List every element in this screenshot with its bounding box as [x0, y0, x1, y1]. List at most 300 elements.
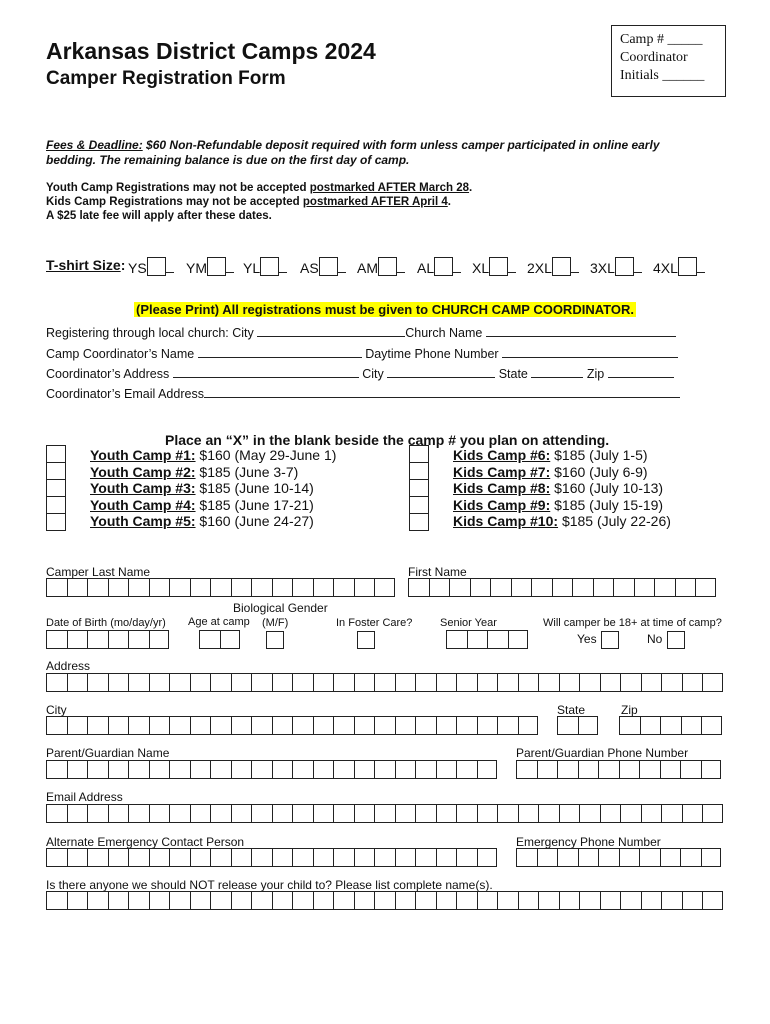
grid-cell[interactable] [518, 716, 539, 735]
grid-cell[interactable] [415, 716, 436, 735]
grid-cell[interactable] [537, 760, 558, 779]
grid-cell[interactable] [108, 673, 129, 692]
grid-cell[interactable] [354, 891, 375, 910]
grid-cell[interactable] [579, 673, 600, 692]
grid-cell[interactable] [231, 804, 252, 823]
grid-cell[interactable] [149, 760, 170, 779]
grid-cell[interactable] [639, 760, 660, 779]
grid-cell[interactable] [600, 891, 621, 910]
grid-cell[interactable] [313, 673, 334, 692]
alt-contact-grid[interactable] [46, 848, 497, 867]
grid-cell[interactable] [333, 848, 354, 867]
grid-cell[interactable] [639, 848, 660, 867]
tshirt-size-box[interactable] [319, 257, 338, 276]
grid-cell[interactable] [557, 760, 578, 779]
grid-cell[interactable] [46, 848, 67, 867]
grid-cell[interactable] [701, 848, 722, 867]
grid-cell[interactable] [108, 848, 129, 867]
tshirt-size-box[interactable] [260, 257, 279, 276]
grid-cell[interactable] [511, 578, 532, 597]
grid-cell[interactable] [272, 804, 293, 823]
grid-cell[interactable] [559, 891, 580, 910]
tshirt-size-2xl[interactable] [527, 257, 579, 276]
grid-cell[interactable] [508, 630, 529, 649]
grid-cell[interactable] [210, 716, 231, 735]
grid-cell[interactable] [477, 760, 498, 779]
grid-cell[interactable] [374, 578, 395, 597]
tshirt-size-ym[interactable] [186, 257, 234, 276]
grid-cell[interactable] [660, 716, 681, 735]
tshirt-size-xl[interactable] [472, 257, 516, 276]
grid-cell[interactable] [600, 804, 621, 823]
grid-cell[interactable] [128, 673, 149, 692]
grid-cell[interactable] [354, 848, 375, 867]
email-grid[interactable] [46, 804, 723, 823]
grid-cell[interactable] [415, 673, 436, 692]
grid-cell[interactable] [531, 578, 552, 597]
grid-cell[interactable] [46, 716, 67, 735]
grid-cell[interactable] [190, 848, 211, 867]
coordinator-state-field[interactable] [531, 365, 583, 378]
coordinator-city-field[interactable] [387, 365, 495, 378]
grid-cell[interactable] [190, 578, 211, 597]
grid-cell[interactable] [477, 673, 498, 692]
grid-cell[interactable] [661, 804, 682, 823]
coordinator-email-field[interactable] [204, 385, 680, 398]
grid-cell[interactable] [272, 716, 293, 735]
coordinator-address-row [46, 365, 674, 381]
tshirt-size-am[interactable] [357, 257, 405, 276]
grid-cell[interactable] [128, 578, 149, 597]
grid-cell[interactable] [67, 630, 88, 649]
grid-cell[interactable] [477, 804, 498, 823]
grid-cell[interactable] [251, 891, 272, 910]
grid-cell[interactable] [128, 716, 149, 735]
grid-cell[interactable] [149, 716, 170, 735]
grid-cell[interactable] [292, 716, 313, 735]
grid-cell[interactable] [190, 760, 211, 779]
grid-cell[interactable] [497, 804, 518, 823]
grid-cell[interactable] [169, 848, 190, 867]
grid-cell[interactable] [579, 891, 600, 910]
grid-cell[interactable] [374, 804, 395, 823]
grid-cell[interactable] [675, 578, 696, 597]
tshirt-size-ys[interactable] [128, 257, 174, 276]
daytime-phone-field[interactable] [502, 345, 678, 358]
grid-cell[interactable] [231, 578, 252, 597]
grid-cell[interactable] [641, 673, 662, 692]
grid-cell[interactable] [169, 891, 190, 910]
grid-cell[interactable] [87, 804, 108, 823]
grid-cell[interactable] [395, 804, 416, 823]
kids-camp-checkbox-5[interactable] [409, 513, 429, 531]
camper-first-name-grid[interactable] [408, 578, 716, 597]
grid-cell[interactable] [620, 804, 641, 823]
grid-cell[interactable] [313, 848, 334, 867]
grid-cell[interactable] [702, 804, 723, 823]
coordinator-email-label: Coordinator’s Email Address [46, 387, 204, 401]
grid-cell[interactable] [251, 578, 272, 597]
grid-cell[interactable] [169, 716, 190, 735]
grid-cell[interactable] [415, 891, 436, 910]
foster-care-box[interactable] [357, 631, 375, 649]
grid-cell[interactable] [497, 673, 518, 692]
grid-cell[interactable] [108, 716, 129, 735]
grid-cell[interactable] [128, 630, 149, 649]
grid-cell[interactable] [682, 891, 703, 910]
grid-cell[interactable] [456, 716, 477, 735]
grid-cell[interactable] [395, 891, 416, 910]
grid-cell[interactable] [149, 578, 170, 597]
grid-cell[interactable] [169, 760, 190, 779]
grid-cell[interactable] [169, 804, 190, 823]
grid-cell[interactable] [46, 760, 67, 779]
grid-cell[interactable] [619, 716, 640, 735]
will-be-18-label: Will camper be 18+ at time of camp? [543, 617, 722, 629]
grid-cell[interactable] [354, 760, 375, 779]
grid-cell[interactable] [67, 578, 88, 597]
yes-checkbox[interactable] [601, 631, 619, 649]
tshirt-size-3xl[interactable] [590, 257, 642, 276]
grid-cell[interactable] [552, 578, 573, 597]
grid-cell[interactable] [210, 891, 231, 910]
grid-cell[interactable] [108, 760, 129, 779]
grid-cell[interactable] [333, 716, 354, 735]
grid-cell[interactable] [593, 578, 614, 597]
grid-cell[interactable] [470, 578, 491, 597]
grid-cell[interactable] [272, 891, 293, 910]
grid-cell[interactable] [333, 891, 354, 910]
grid-cell[interactable] [46, 891, 67, 910]
tshirt-size-4xl[interactable] [653, 257, 705, 276]
grid-cell[interactable] [436, 716, 457, 735]
grid-cell[interactable] [46, 673, 67, 692]
church-name-field[interactable] [486, 324, 676, 337]
grid-cell[interactable] [456, 760, 477, 779]
grid-cell[interactable] [313, 578, 334, 597]
grid-cell[interactable] [231, 716, 252, 735]
kids-camp-checkbox-3[interactable] [409, 479, 429, 497]
grid-cell[interactable] [395, 716, 416, 735]
address-grid[interactable] [46, 673, 723, 692]
grid-cell[interactable] [415, 848, 436, 867]
grid-cell[interactable] [620, 891, 641, 910]
grid-cell[interactable] [292, 891, 313, 910]
grid-cell[interactable] [600, 673, 621, 692]
grid-cell[interactable] [681, 716, 702, 735]
grid-cell[interactable] [87, 578, 108, 597]
parent-phone-grid[interactable] [516, 760, 721, 779]
grid-cell[interactable] [46, 804, 67, 823]
youth-camp-checkbox-4[interactable] [46, 496, 66, 514]
dob-grid[interactable] [46, 630, 169, 649]
grid-cell[interactable] [354, 578, 375, 597]
grid-cell[interactable] [251, 760, 272, 779]
grid-cell[interactable] [67, 891, 88, 910]
grid-cell[interactable] [436, 848, 457, 867]
grid-cell[interactable] [108, 891, 129, 910]
grid-cell[interactable] [701, 716, 722, 735]
youth-camp-checkbox-3[interactable] [46, 479, 66, 497]
grid-cell[interactable] [87, 673, 108, 692]
grid-cell[interactable] [169, 673, 190, 692]
grid-cell[interactable] [395, 673, 416, 692]
grid-cell[interactable] [408, 578, 429, 597]
grid-cell[interactable] [169, 578, 190, 597]
grid-cell[interactable] [149, 848, 170, 867]
grid-cell[interactable] [333, 804, 354, 823]
grid-cell[interactable] [292, 673, 313, 692]
grid-cell[interactable] [598, 848, 619, 867]
state-grid[interactable] [557, 716, 598, 735]
grid-cell[interactable] [190, 891, 211, 910]
youth-camp-checkbox-1[interactable] [46, 445, 66, 463]
grid-cell[interactable] [598, 760, 619, 779]
zip-grid[interactable] [619, 716, 722, 735]
grid-cell[interactable] [374, 760, 395, 779]
grid-cell[interactable] [446, 630, 467, 649]
grid-cell[interactable] [128, 891, 149, 910]
grid-cell[interactable] [292, 578, 313, 597]
grid-cell[interactable] [199, 630, 220, 649]
kids-camp-checkbox-1[interactable] [409, 445, 429, 463]
grid-cell[interactable] [456, 673, 477, 692]
grid-cell[interactable] [557, 848, 578, 867]
grid-cell[interactable] [128, 804, 149, 823]
grid-cell[interactable] [87, 891, 108, 910]
grid-cell[interactable] [251, 673, 272, 692]
grid-cell[interactable] [436, 804, 457, 823]
grid-cell[interactable] [640, 716, 661, 735]
grid-cell[interactable] [579, 804, 600, 823]
grid-cell[interactable] [313, 891, 334, 910]
tshirt-size-box[interactable] [207, 257, 226, 276]
grid-cell[interactable] [292, 760, 313, 779]
grid-cell[interactable] [429, 578, 450, 597]
grid-cell[interactable] [251, 716, 272, 735]
grid-cell[interactable] [702, 891, 723, 910]
grid-cell[interactable] [354, 673, 375, 692]
grid-cell[interactable] [680, 848, 701, 867]
grid-cell[interactable] [313, 804, 334, 823]
grid-cell[interactable] [128, 760, 149, 779]
grid-cell[interactable] [67, 804, 88, 823]
grid-cell[interactable] [395, 760, 416, 779]
grid-cell[interactable] [436, 760, 457, 779]
grid-cell[interactable] [46, 630, 67, 649]
grid-cell[interactable] [220, 630, 241, 649]
grid-cell[interactable] [490, 578, 511, 597]
grid-cell[interactable] [449, 578, 470, 597]
grid-cell[interactable] [231, 760, 252, 779]
grid-cell[interactable] [537, 848, 558, 867]
grid-cell[interactable] [210, 848, 231, 867]
kids-camp-option-2 [453, 464, 648, 480]
gender-box[interactable] [266, 631, 284, 649]
grid-cell[interactable] [654, 578, 675, 597]
tshirt-size-as[interactable] [300, 257, 346, 276]
grid-cell[interactable] [467, 630, 488, 649]
grid-cell[interactable] [516, 848, 537, 867]
grid-cell[interactable] [456, 891, 477, 910]
grid-cell[interactable] [149, 804, 170, 823]
grid-cell[interactable] [108, 630, 129, 649]
grid-cell[interactable] [333, 760, 354, 779]
grid-cell[interactable] [87, 630, 108, 649]
grid-cell[interactable] [374, 673, 395, 692]
grid-cell[interactable] [272, 673, 293, 692]
grid-cell[interactable] [634, 578, 655, 597]
grid-cell[interactable] [415, 804, 436, 823]
age-grid[interactable] [199, 630, 240, 649]
tshirt-size-box[interactable] [615, 257, 634, 276]
grid-cell[interactable] [559, 804, 580, 823]
grid-cell[interactable] [477, 716, 498, 735]
grid-cell[interactable] [374, 891, 395, 910]
grid-cell[interactable] [251, 848, 272, 867]
grid-cell[interactable] [67, 716, 88, 735]
grid-cell[interactable] [613, 578, 634, 597]
grid-cell[interactable] [313, 716, 334, 735]
tshirt-size-box[interactable] [678, 257, 697, 276]
coordinator-address-field[interactable] [173, 365, 359, 378]
grid-cell[interactable] [272, 760, 293, 779]
grid-cell[interactable] [292, 848, 313, 867]
emergency-phone-grid[interactable] [516, 848, 721, 867]
grid-cell[interactable] [190, 673, 211, 692]
grid-cell[interactable] [190, 716, 211, 735]
coordinator-zip-field[interactable] [608, 365, 674, 378]
coordinator-name-field[interactable] [198, 345, 362, 358]
grid-cell[interactable] [231, 891, 252, 910]
grid-cell[interactable] [395, 848, 416, 867]
grid-cell[interactable] [641, 891, 662, 910]
grid-cell[interactable] [374, 848, 395, 867]
grid-cell[interactable] [292, 804, 313, 823]
grid-cell[interactable] [67, 848, 88, 867]
tshirt-size-box[interactable] [489, 257, 508, 276]
grid-cell[interactable] [516, 760, 537, 779]
youth-camp-checkbox-2[interactable] [46, 462, 66, 480]
city-grid[interactable] [46, 716, 538, 735]
grid-cell[interactable] [557, 716, 578, 735]
grid-cell[interactable] [87, 760, 108, 779]
grid-cell[interactable] [46, 578, 67, 597]
church-city-field[interactable] [257, 324, 405, 337]
grid-cell[interactable] [660, 760, 681, 779]
grid-cell[interactable] [251, 804, 272, 823]
tshirt-size-box[interactable] [378, 257, 397, 276]
grid-cell[interactable] [87, 716, 108, 735]
grid-cell[interactable] [374, 716, 395, 735]
grid-cell[interactable] [487, 630, 508, 649]
tshirt-size-box[interactable] [147, 257, 166, 276]
grid-cell[interactable] [231, 673, 252, 692]
grid-cell[interactable] [538, 804, 559, 823]
grid-cell[interactable] [695, 578, 716, 597]
no-checkbox[interactable] [667, 631, 685, 649]
grid-cell[interactable] [67, 760, 88, 779]
grid-cell[interactable] [108, 578, 129, 597]
grid-cell[interactable] [578, 848, 599, 867]
tshirt-size-box[interactable] [434, 257, 453, 276]
grid-cell[interactable] [477, 891, 498, 910]
do-not-release-grid[interactable] [46, 891, 723, 910]
grid-cell[interactable] [128, 848, 149, 867]
grid-cell[interactable] [518, 673, 539, 692]
grid-cell[interactable] [210, 578, 231, 597]
grid-cell[interactable] [333, 673, 354, 692]
grid-cell[interactable] [354, 804, 375, 823]
grid-cell[interactable] [538, 673, 559, 692]
kids-camp-checkbox-4[interactable] [409, 496, 429, 514]
grid-cell[interactable] [682, 804, 703, 823]
grid-cell[interactable] [210, 673, 231, 692]
grid-cell[interactable] [87, 848, 108, 867]
grid-cell[interactable] [272, 578, 293, 597]
grid-cell[interactable] [415, 760, 436, 779]
grid-cell[interactable] [661, 891, 682, 910]
grid-cell[interactable] [660, 848, 681, 867]
grid-cell[interactable] [210, 804, 231, 823]
grid-cell[interactable] [680, 760, 701, 779]
grid-cell[interactable] [149, 673, 170, 692]
grid-cell[interactable] [619, 848, 640, 867]
tshirt-size-yl[interactable] [243, 257, 287, 276]
grid-cell[interactable] [682, 673, 703, 692]
grid-cell[interactable] [231, 848, 252, 867]
youth-camp-checkbox-5[interactable] [46, 513, 66, 531]
grid-cell[interactable] [572, 578, 593, 597]
grid-cell[interactable] [702, 673, 723, 692]
grid-cell[interactable] [456, 848, 477, 867]
grid-cell[interactable] [456, 804, 477, 823]
grid-cell[interactable] [559, 673, 580, 692]
grid-cell[interactable] [436, 673, 457, 692]
grid-cell[interactable] [538, 891, 559, 910]
grid-cell[interactable] [190, 804, 211, 823]
grid-cell[interactable] [578, 760, 599, 779]
grid-cell[interactable] [108, 804, 129, 823]
grid-cell[interactable] [67, 673, 88, 692]
grid-cell[interactable] [578, 716, 599, 735]
tshirt-size-al[interactable] [417, 257, 461, 276]
grid-cell[interactable] [619, 760, 640, 779]
grid-cell[interactable] [518, 804, 539, 823]
grid-cell[interactable] [497, 891, 518, 910]
camper-last-name-grid[interactable] [46, 578, 395, 597]
grid-cell[interactable] [354, 716, 375, 735]
grid-cell[interactable] [313, 760, 334, 779]
grid-cell[interactable] [701, 760, 722, 779]
grid-cell[interactable] [149, 891, 170, 910]
grid-cell[interactable] [333, 578, 354, 597]
tshirt-size-box[interactable] [552, 257, 571, 276]
kids-camp-checkbox-2[interactable] [409, 462, 429, 480]
grid-cell[interactable] [518, 891, 539, 910]
grid-cell[interactable] [641, 804, 662, 823]
grid-cell[interactable] [436, 891, 457, 910]
parent-name-grid[interactable] [46, 760, 497, 779]
grid-cell[interactable] [272, 848, 293, 867]
grid-cell[interactable] [620, 673, 641, 692]
grid-cell[interactable] [210, 760, 231, 779]
grid-cell[interactable] [477, 848, 498, 867]
grid-cell[interactable] [497, 716, 518, 735]
senior-year-grid[interactable] [446, 630, 528, 649]
grid-cell[interactable] [661, 673, 682, 692]
grid-cell[interactable] [149, 630, 170, 649]
